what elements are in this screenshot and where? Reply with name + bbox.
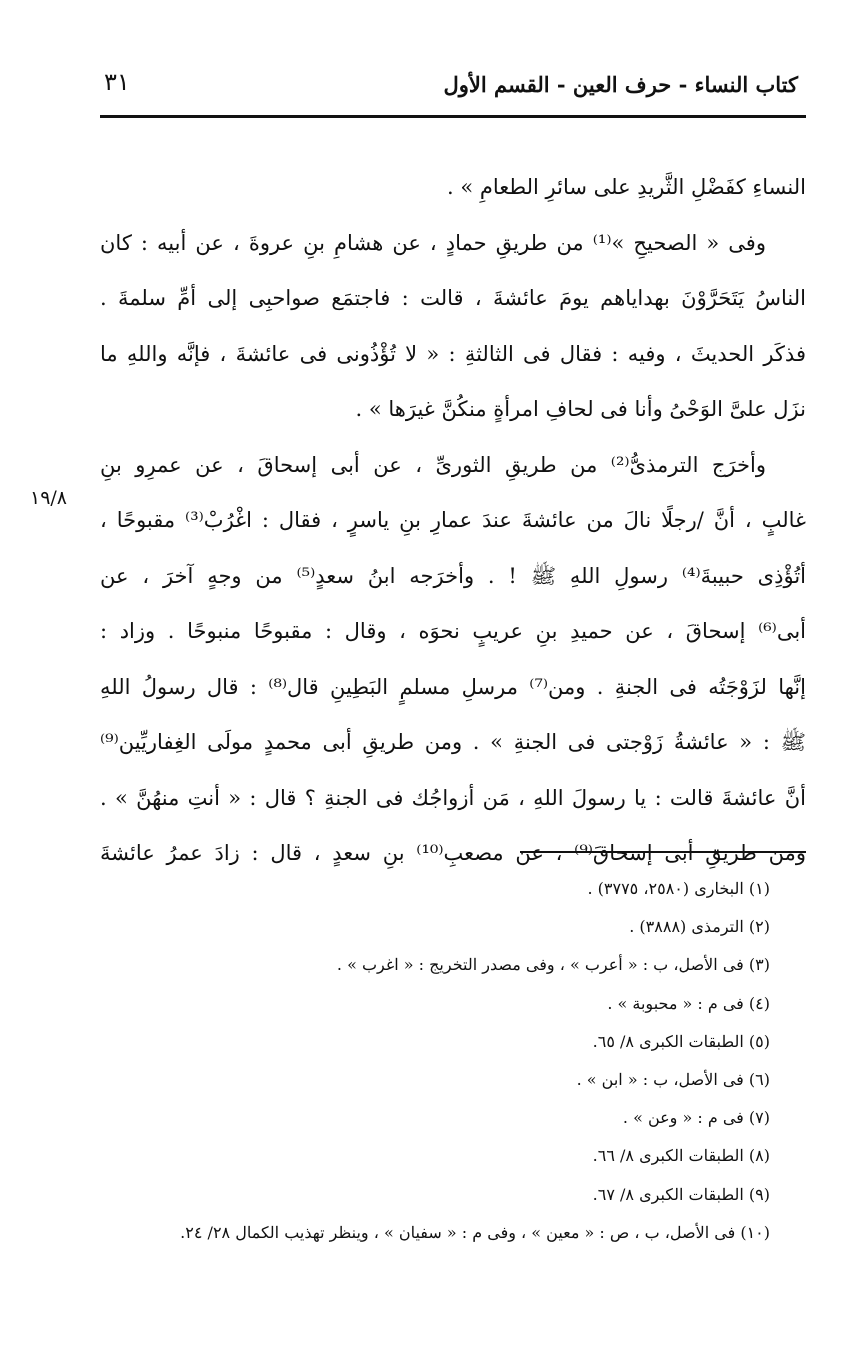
footnote: (٨) الطبقات الكبرى ٨/ ٦٦.	[592, 1146, 770, 1166]
text-line: الناسُ يَتَحَرَّوْنَ بهداياهم يومَ عائشةَ ، قالت : فاجتمَع صواحبِى إلى أمِّ سلمةَ .	[100, 286, 806, 310]
text-line: النساءِ كفَضْلِ الثَّريدِ على سائرِ الطعامِ » .	[447, 175, 806, 199]
footnote: (٤) فى م : « محبوبة » .	[607, 993, 770, 1013]
footnote-divider	[520, 851, 806, 853]
footnotes	[90, 870, 770, 1252]
text-line: نزَل علىَّ الوَحْىُ وأنا فى لحافِ امرأةٍ منكُنَّ غيرَها » .	[355, 397, 806, 421]
footnote: (١٠) فى الأصل، ب ، ص : « معين » ، وفى م : « سفيان » ، وينظر تهذيب الكمال ٢٨/ ٢٤.	[180, 1222, 770, 1242]
footnote: (٥) الطبقات الكبرى ٨/ ٦٥.	[592, 1031, 770, 1051]
running-title: كتاب النساء - حرف العين - القسم الأول	[443, 72, 798, 97]
footnote: (٢) الترمذى (٣٨٨٨) .	[629, 917, 770, 937]
text-line: وأخرَج الترمذىُّ⁽²⁾ من طريقِ الثورىِّ ، عن أبى إسحاقَ ، عن عمرِو بنِ	[100, 452, 766, 477]
text-line: أنَّ عائشةَ قالت : يا رسولَ اللهِ ، مَن أزواجُك فى الجنةِ ؟ قال : « أنتِ منهُنَّ » .	[100, 785, 806, 810]
page-number: ٣١	[104, 68, 130, 96]
header-divider	[100, 115, 806, 118]
page-header	[100, 62, 804, 106]
footnote: (١) البخارى (٢٥٨٠، ٣٧٧٥) .	[587, 879, 770, 898]
main-text	[100, 160, 806, 882]
text-line: أبى⁽⁶⁾ إسحاقَ ، عن حميدِ بنِ عريبٍ نحوَه ، وقال : مقبوحًا منبوحًا . وزاد :	[100, 619, 806, 643]
footnote: (٧) فى م : « وعن » .	[622, 1108, 770, 1128]
footnote: (٦) فى الأصل، ب : « ابن » .	[576, 1069, 770, 1089]
margin-reference: ١٩/٨	[30, 487, 68, 509]
text-line: إنَّها لزَوْجَتُه فى الجنةِ . ومن⁽⁷⁾ مرسلِ مسلمٍ البَطِينِ قال⁽⁸⁾ : قال رسولُ اللهِ	[100, 674, 806, 699]
text-line: ﷺ : « عائشةُ زَوْجتى فى الجنةِ » . ومن طريقِ أبى محمدٍ مولَى الغِفاريِّين⁽⁹⁾	[100, 730, 806, 754]
text-line: فذكَر الحديثَ ، وفيه : فقال فى الثالثةِ : « لا تُؤْذُونى فى عائشةَ ، فإنَّه واللهِ ما	[100, 341, 806, 366]
footnote: (٩) الطبقات الكبرى ٨/ ٦٧.	[592, 1184, 770, 1204]
text-line: وفى « الصحيحِ »⁽¹⁾ من طريقِ حمادٍ ، عن هشامِ بنِ عروةَ ، عن أبيه : كان	[100, 230, 766, 255]
text-line: أتُؤْذِى حبيبةَ⁽⁴⁾ رسولِ اللهِ ﷺ ! . وأخرَجه ابنُ سعدٍ⁽⁵⁾ من وجهٍ آخرَ ، عن	[100, 563, 806, 588]
footnote: (٣) فى الأصل، ب : « أعرب » ، وفى مصدر التخريج : « اغرب » .	[336, 955, 770, 975]
text-line: ومن طريقِ أبى إسحاقَ⁽⁹⁾ ، عن مصعبِ⁽¹⁰⁾ بنِ سعدٍ ، قال : زادَ عمرُ عائشةَ	[100, 841, 806, 865]
text-line: غالبٍ ، أنَّ /رجلًا نالَ من عائشةَ عندَ عمارِ بنِ ياسرٍ ، فقال : اغْرُبْ⁽³⁾ مقبوحًا ،	[100, 508, 806, 532]
